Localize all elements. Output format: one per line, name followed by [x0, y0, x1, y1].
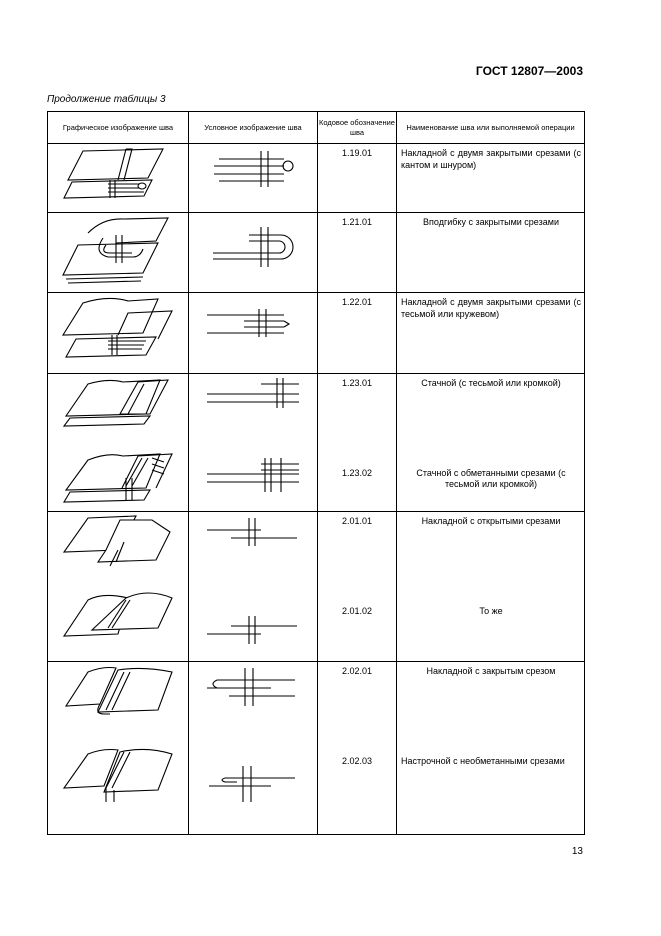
seam-graphic-image — [48, 662, 187, 833]
seam-symbol-image — [189, 144, 316, 212]
seam-symbol-image — [189, 213, 316, 291]
table-caption: Продолжение таблицы 3 — [47, 94, 166, 105]
seam-name-cell — [397, 662, 585, 835]
seam-graphic-cell — [48, 293, 189, 374]
seam-name: Настрочной с необметанными срезами — [401, 755, 565, 766]
seam-symbol-cell — [189, 213, 318, 293]
seam-code-cell — [318, 374, 397, 512]
table-row — [48, 213, 585, 293]
seam-graphic-cell — [48, 662, 189, 835]
column-header-name: Наименование шва или выполняемой операции — [397, 112, 585, 144]
column-header-code: Кодовое обозначение шва — [318, 112, 397, 144]
seam-symbol-cell — [189, 662, 318, 835]
seam-name: Накладной с открытыми срезами — [421, 516, 561, 526]
seam-code-cell — [318, 662, 397, 835]
seam-name: Вподгибку с закрытыми срезами — [423, 217, 559, 227]
seam-graphic-image — [48, 144, 187, 212]
table-header-row — [48, 112, 585, 144]
seam-code: 2.02.03 — [341, 755, 373, 766]
column-header-symbol: Условное изображение шва — [189, 112, 318, 144]
seam-code: 1.23.01 — [341, 378, 373, 388]
seam-graphic-cell — [48, 213, 189, 293]
seam-code-cell — [318, 144, 397, 213]
table-row — [48, 374, 585, 512]
seam-code: 1.21.01 — [341, 217, 373, 227]
seam-name: Накладной с закрытым срезом — [426, 666, 556, 676]
seam-name-cell — [397, 374, 585, 512]
seam-graphic-cell — [48, 374, 189, 512]
document-header: ГОСТ 12807—2003 — [475, 64, 583, 78]
seam-graphic-image — [48, 213, 187, 291]
seam-graphic-image — [48, 293, 187, 373]
seam-symbol-image — [189, 374, 316, 510]
seam-symbol-cell — [189, 374, 318, 512]
seam-graphic-cell — [48, 144, 189, 213]
seam-symbol-image — [189, 293, 316, 373]
column-header-graphic: Графическое изображение шва — [48, 112, 189, 144]
seam-symbol-cell — [189, 512, 318, 662]
seam-code-cell — [318, 293, 397, 374]
seam-graphic-image — [48, 512, 187, 660]
seam-symbol-cell — [189, 144, 318, 213]
seam-name: Накладной с двумя закрытыми срезами (с тесьмой или кружевом) — [401, 297, 581, 319]
seam-code: 1.22.01 — [341, 297, 373, 307]
seam-code-cell — [318, 213, 397, 293]
seam-code: 1.23.02 — [341, 467, 373, 478]
table-row — [48, 512, 585, 662]
seam-name-cell — [397, 512, 585, 662]
seam-name: Накладной с двумя закрытыми срезами (с кантом и шнуром) — [401, 148, 581, 170]
seam-graphic-image — [48, 374, 187, 510]
seams-table — [47, 111, 585, 835]
seam-symbol-cell — [189, 293, 318, 374]
seam-symbol-image — [189, 512, 316, 660]
seam-name: Стачной с обметанными срезами (с тесьмой или кромкой) — [416, 467, 566, 490]
seam-name-cell — [397, 144, 585, 213]
seam-graphic-cell — [48, 512, 189, 662]
seam-name-cell — [397, 293, 585, 374]
seam-code: 2.02.01 — [341, 666, 373, 676]
seam-code: 1.19.01 — [341, 148, 373, 158]
table-row — [48, 662, 585, 835]
seam-name-cell — [397, 213, 585, 293]
page-number: 13 — [571, 846, 583, 857]
seam-code: 2.01.02 — [341, 605, 373, 616]
seam-name: Стачной (с тесьмой или кромкой) — [421, 378, 561, 388]
table-row — [48, 144, 585, 213]
table-row — [48, 293, 585, 374]
seam-symbol-image — [189, 662, 316, 833]
seam-name: То же — [479, 605, 503, 616]
seam-code-cell — [318, 512, 397, 662]
seam-code: 2.01.01 — [341, 516, 373, 526]
